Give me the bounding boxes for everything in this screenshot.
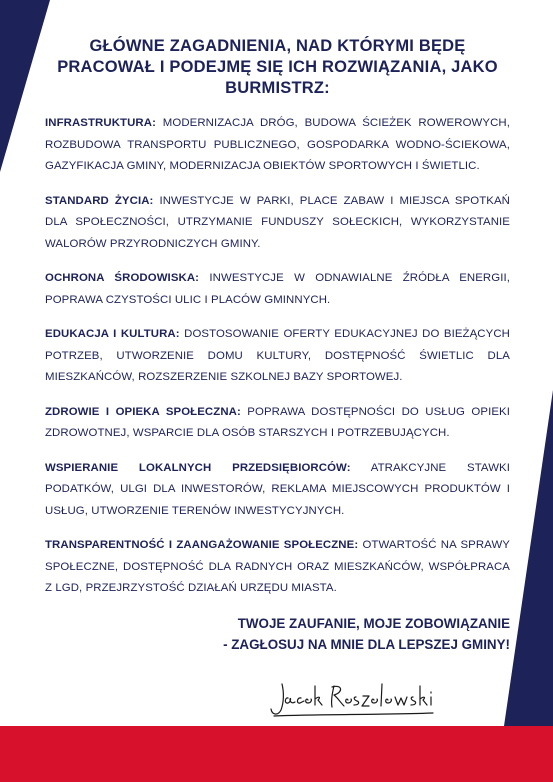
item-heading: EDUKACJA I KULTURA:: [45, 328, 180, 340]
item-text: INWESTYCJE W ODNAWIALNE ŹRÓDŁA ENERGII, POPRAWA CZYSTOŚCI ULIC I PLACÓW GMINNYCH.: [45, 272, 510, 306]
list-item-education-culture: [45, 324, 510, 389]
item-text: POPRAWA DOSTĘPNOŚCI DO USŁUG OPIEKI ZDROWOTNEJ, WSPARCIE DLA OSÓB STARSZYCH I POTRZEBUJĄCYCH.: [45, 405, 511, 439]
item-heading: ZDROWIE I OPIEKA SPOŁECZNA:: [45, 405, 241, 418]
item-text: INWESTYCJE W PARKI, PLACE ZABAW I MIEJSCA SPOTKAŃ DLA SPOŁECZNOŚCI, UTRZYMANIE FUNDUSZY SOŁECKICH, WYKORZYSTANIE WALORÓW PRZYRODNICZYCH GMINY.: [45, 194, 511, 250]
item-heading: INFRASTRUKTURA:: [45, 117, 156, 129]
closing-slogan: [45, 613, 510, 655]
footer-red-bar: [0, 726, 553, 782]
list-item-local-business: [45, 458, 510, 523]
item-heading: STANDARD ŻYCIA:: [45, 194, 154, 207]
item-text: OTWARTOŚĆ NA SPRAWY SPOŁECZNE, DOSTĘPNOŚĆ DLA RADNYCH ORAZ MIESZKAŃCÓW, WSPÓŁPRACA Z LGD, PRZEJRZYSTOŚĆ DZIAŁAŃ URZĘDU MIASTA.: [45, 539, 510, 594]
list-item-living-standard: [45, 191, 510, 256]
signature-image: [268, 678, 438, 720]
item-heading: TRANSPARENTNOŚĆ I ZAANGAŻOWANIE SPOŁECZNE:: [45, 539, 359, 551]
main-content: [45, 36, 510, 655]
list-item-infrastructure: [45, 113, 510, 178]
list-item-transparency: [45, 535, 510, 600]
list-item-health-care: [45, 402, 510, 445]
item-text: MODERNIZACJA DRÓG, BUDOWA ŚCIEŻEK ROWEROWYCH, ROZBUDOWA TRANSPORTU PUBLICZNEGO, GOSPODARKA WODNO-ŚCIEKOWA, GAZYFIKACJA GMINY, MODERNIZACJA OBIEKTÓW SPORTOWYCH I ŚWIETLIC.: [45, 117, 510, 172]
item-heading: OCHRONA ŚRODOWISKA:: [45, 272, 200, 284]
closing-line-2: - ZAGŁOSUJ NA MNIE DLA LEPSZEJ GMINY!: [223, 636, 510, 652]
item-text: DOSTOSOWANIE OFERTY EDUKACYJNEJ DO BIEŻĄCYCH POTRZEB, UTWORZENIE DOMU KULTURY, DOSTĘPNOŚĆ ŚWIETLIC DLA MIESZKAŃCÓW, ROZSZERZENIE SZKOLNEJ BAZY SPORTOWEJ.: [45, 328, 510, 383]
page-title: GŁÓWNE ZAGADNIENIA, NAD KTÓRYMI BĘDĘ PRACOWAŁ I PODEJMĘ SIĘ ICH ROZWIĄZANIA, JAKO BURMISTRZ:: [57, 37, 498, 97]
closing-line-1: TWOJE ZAUFANIE, MOJE ZOBOWIĄZANIE: [237, 615, 510, 631]
list-item-environment: [45, 268, 510, 311]
item-text: ATRAKCYJNE STAWKI PODATKÓW, ULGI DLA INWESTORÓW, REKLAMA MIEJSCOWYCH PRODUKTÓW I USŁUG, UTWORZENIE TERENÓW INWESTYCYJNYCH.: [45, 461, 511, 517]
item-heading: WSPIERANIE LOKALNYCH PRZEDSIĘBIORCÓW:: [45, 461, 351, 474]
navy-right-stripe: [504, 390, 553, 726]
navy-left-stripe: [0, 0, 50, 172]
